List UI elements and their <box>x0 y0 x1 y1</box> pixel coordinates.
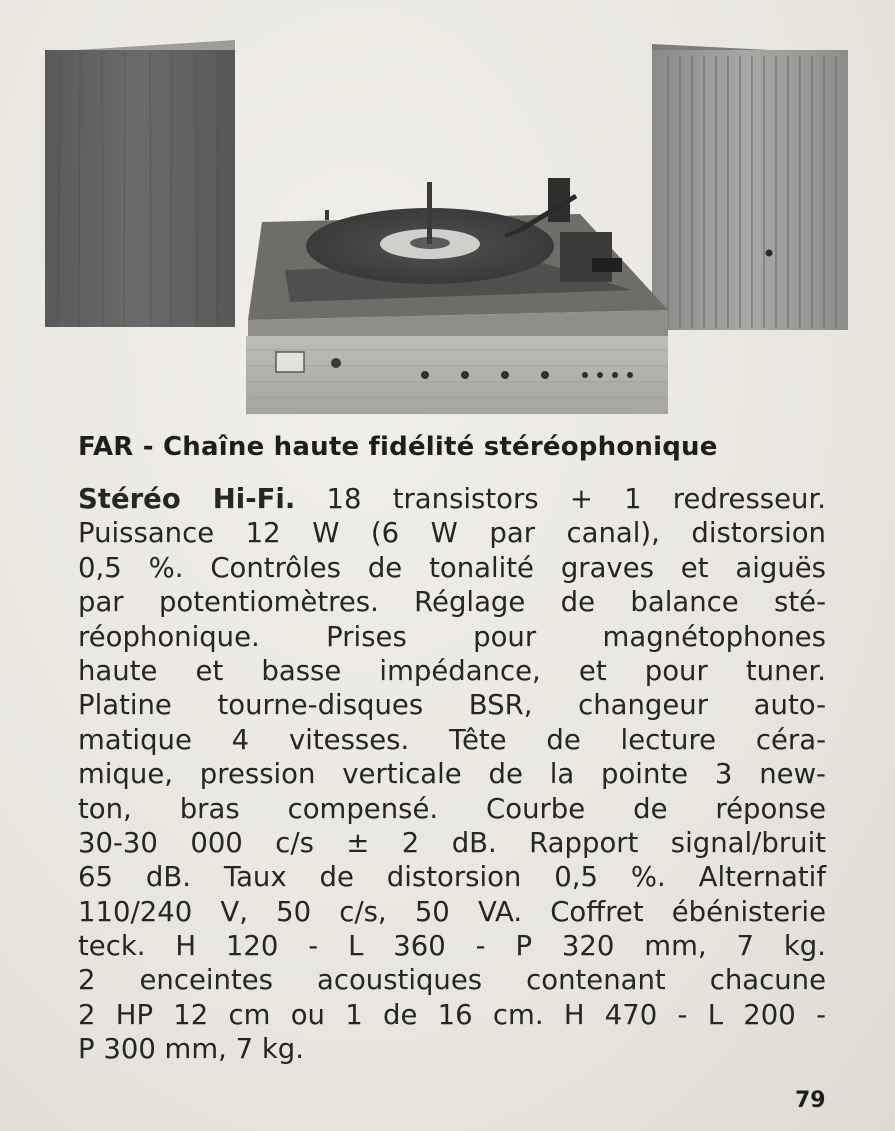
description-line: 65 dB. Taux de distorsion 0,5 %. Alternatif <box>78 861 826 894</box>
description-line: 2 HP 12 cm ou 1 de 16 cm. H 470 - L 200 - <box>78 998 826 1031</box>
description-line: 2 enceintes acoustiques contenant chacune <box>78 964 826 997</box>
description-line: 30-30 000 c/s ± 2 dB. Rapport signal/bruit <box>78 826 826 859</box>
turntable-console <box>246 178 668 414</box>
description-line: réophonique. Prises pour magnétophones <box>78 620 826 653</box>
description-line: 110/240 V, 50 c/s, 50 VA. Coffret ébénisterie <box>78 895 826 928</box>
description-line: Puissance 12 W (6 W par canal), distorsion <box>78 517 826 550</box>
product-description <box>78 482 826 1067</box>
right-speaker <box>652 44 848 330</box>
description-line: 0,5 %. Contrôles de tonalité graves et aiguës <box>78 551 826 584</box>
description-lead: Stéréo Hi-Fi. <box>78 483 296 515</box>
description-line: haute et basse impédance, et pour tuner. <box>78 654 826 687</box>
description-line: mique, pression verticale de la pointe 3 new- <box>78 758 826 791</box>
description-line <box>78 482 826 516</box>
description-line: teck. H 120 - L 360 - P 320 mm, 7 kg. <box>78 930 826 963</box>
description-line: par potentiomètres. Réglage de balance sté- <box>78 586 826 619</box>
product-title: FAR - Chaîne haute fidélité stéréophonique <box>78 432 718 462</box>
description-line: matique 4 vitesses. Tête de lecture céra- <box>78 723 826 756</box>
product-photo <box>0 0 895 430</box>
description-line: Platine tourne-disques BSR, changeur auto- <box>78 689 826 722</box>
description-line: ton, bras compensé. Courbe de réponse <box>78 792 826 825</box>
left-speaker <box>45 40 235 327</box>
page-number: 79 <box>795 1088 826 1113</box>
description-line-1-text: 18 transistors + 1 redresseur. <box>295 483 827 515</box>
description-line: P 300 mm, 7 kg. <box>78 1033 304 1066</box>
